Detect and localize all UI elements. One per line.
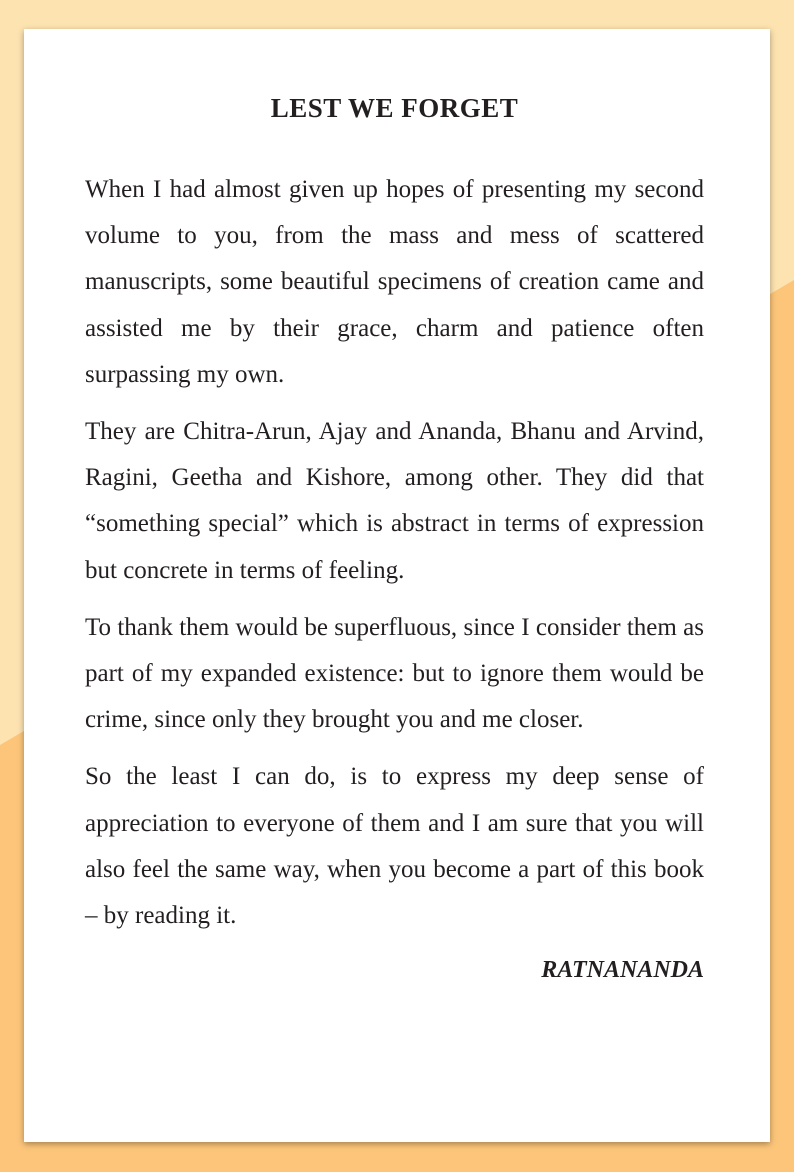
document-page: [24, 29, 770, 1142]
paragraph-4: So the least I can do, is to express my deep sense of appreciation to everyone of them and I am sure that you will also feel the same way, when you become a part of this book – by reading it.: [85, 763, 704, 930]
paragraph-3: To thank them would be superfluous, since I consider them as part of my expanded existence: but to ignore them would be crime, since only they brought you and me closer.: [85, 613, 704, 734]
signature: RATNANANDA: [541, 957, 704, 984]
paragraph-1: When I had almost given up hopes of presenting my second volume to you, from the mass and mess of scattered manuscripts, some beautiful specimens of creation came and assisted me by their grace, charm and patience often surpassing my own.: [85, 176, 704, 388]
page-title: LEST WE FORGET: [270, 93, 519, 123]
paragraph-2: They are Chitra-Arun, Ajay and Ananda, Bhanu and Arvind, Ragini, Geetha and Kishore, among other. They did that “something special” which is abstract in terms of expression but concrete in terms of feeling.: [85, 418, 704, 584]
